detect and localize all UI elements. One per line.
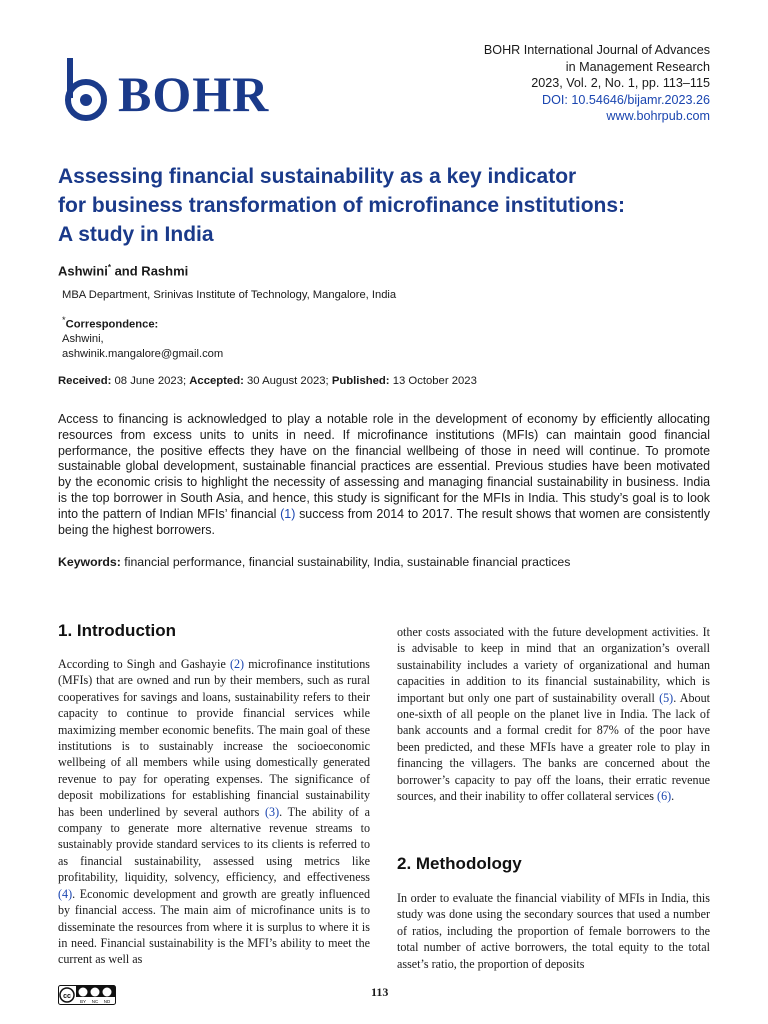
correspondence-label: Correspondence: — [65, 318, 159, 331]
correspondence-name: Ashwini, — [62, 333, 104, 346]
keywords-text: financial performance, financial sustainability, India, sustainable financial practices — [120, 555, 571, 569]
abstract — [58, 412, 710, 538]
journal-name-line2: in Management Research — [565, 59, 710, 74]
introduction-column-left — [58, 656, 370, 968]
article-title — [58, 162, 718, 249]
author-name: Ashwini — [58, 263, 108, 279]
author-name: and Rashmi — [110, 263, 189, 279]
doi-link[interactable]: DOI: 10.54646/bijamr.2023.26 — [541, 92, 710, 107]
cc-text: cc — [63, 993, 71, 1000]
published-date: 13 October 2023 — [389, 375, 477, 387]
journal-issue: 2023, Vol. 2, No. 1, pp. 113–115 — [531, 76, 710, 90]
body-text: . The ability of a company to generate more alternative revenue streams to sustainably provide standard services to its clients is referred to as financial sustainability, assessed using metrics like profitability, liquidity, solvency, efficiency, and effectiveness — [58, 804, 371, 885]
authors — [58, 263, 188, 278]
accepted-label: Accepted: — [189, 375, 244, 387]
cc-nd-text: ND — [103, 999, 111, 1004]
body-text: . — [671, 789, 675, 804]
cc-nc-text: NC — [91, 999, 99, 1004]
title-line: A study in India — [58, 223, 214, 246]
citation-link[interactable]: (1) — [280, 506, 296, 521]
correspondence — [62, 313, 223, 361]
cc-by-nc-nd-icon — [58, 985, 116, 1005]
introduction-column-right — [397, 624, 710, 804]
journal-url-link[interactable]: www.bohrpub.com — [606, 109, 710, 123]
published-label: Published: — [331, 375, 390, 387]
affiliation: MBA Department, Srinivas Institute of Technology, Mangalore, India — [62, 289, 397, 301]
logo-wordmark: BOHR — [118, 66, 270, 122]
section-heading-methodology: 2. Methodology — [397, 854, 522, 873]
bohr-logo-icon — [58, 54, 118, 124]
methodology-text: In order to evaluate the financial viability of MFIs in India, this study was done using the secondary sources that used a number of ratios, including the proportion of female borrowers to the total number of active borrowers, the total equity to the total asset’s ratio, the proportion of deposits — [397, 891, 710, 971]
cc-by-text: BY — [79, 999, 87, 1004]
corresponding-mark: * — [62, 315, 66, 325]
section-heading-introduction: 1. Introduction — [58, 621, 177, 640]
abstract-text: Access to financing is acknowledged to play a notable role in the development of economy by efficiently allocating resources from excess units to units in need. If microfinance institutions (MFIs) can maintain good financial performance, the positive effects they have on the financial wellbeing of those in need will continue. To promote sustainable global development, sustainable financial practices are essential. Previous studies have been motivated by the economic crisis to highlight the necessity of assessing and managing financial sustainability in business. India is the top borrower in South Asia, and hence, this study is significant for the MFIs in India. This study’s goal is to look into the pattern of Indian MFIs’ financial — [58, 412, 710, 521]
title-line: Assessing financial sustainability as a key indicator — [58, 165, 577, 188]
abstract-text: success from 2014 to 2017. The result shows that women are consistently being the highest borrowers. — [58, 506, 710, 537]
received-date: 08 June 2023; — [111, 375, 190, 387]
received-label: Received: — [58, 375, 112, 387]
body-text: other costs associated with the future development activities. It is advisable to keep in mind that an organization’s overall sustainability includes a variety of organizational and human capacities in addition to its financial sustainability, which is important but only one part of sustainability overall — [397, 625, 710, 705]
title-line: for business transformation of microfinance institutions: — [58, 194, 626, 217]
bohr-logo — [58, 54, 288, 124]
citation-link[interactable]: (4) — [58, 886, 73, 901]
journal-name-line1: BOHR International Journal of Advances — [483, 43, 710, 57]
journal-info — [370, 42, 710, 125]
correspondence-email[interactable]: ashwinik.mangalore@gmail.com — [62, 347, 224, 360]
keywords — [58, 555, 570, 569]
body-text: According to Singh and Gashayie — [58, 657, 230, 671]
corresponding-mark: * — [107, 263, 111, 272]
cc-license-badge[interactable] — [58, 985, 116, 1005]
body-text: . Economic development and growth are greatly influenced by financial access. The main aim of microfinance units is to disseminate the resources from where it is surplus to where it is in need. Financial sustainability is the MFI’s ability to meet the current as well as — [58, 886, 370, 967]
citation-link[interactable]: (3) — [265, 804, 280, 819]
accepted-date: 30 August 2023; — [243, 375, 332, 387]
keywords-label: Keywords: — [58, 555, 121, 569]
page-number: 113 — [371, 985, 389, 999]
citation-link[interactable]: (6) — [657, 789, 672, 804]
body-text: microfinance institutions (MFIs) that are owned and run by their members, such as rural cooperatives for savings and loans, sustainability refers to their capacity to continue to provide financial services while maximizing member economic benefits. The main goal of these institutions is to sustainably increase the socioeconomic wellbeing of all members while using domestically generated revenue to pay for operating expenses. The significance of deposit mobilizations for establishing financial sustainability has been underlined by several authors — [58, 657, 370, 819]
body-text: . About one-sixth of all people on the planet live in India. The lack of bank accounts and a formal credit for 87% of the poor have been predicted, and these MFIs have a greater role to play in financing the villagers. The banks are concerned about the borrower’s capacity to pay off the loans, their erratic revenue sources, and their inability to offer collateral services — [397, 690, 710, 804]
citation-link[interactable]: (2) — [229, 657, 245, 671]
citation-link[interactable]: (5) — [659, 690, 674, 705]
article-dates — [58, 375, 477, 387]
